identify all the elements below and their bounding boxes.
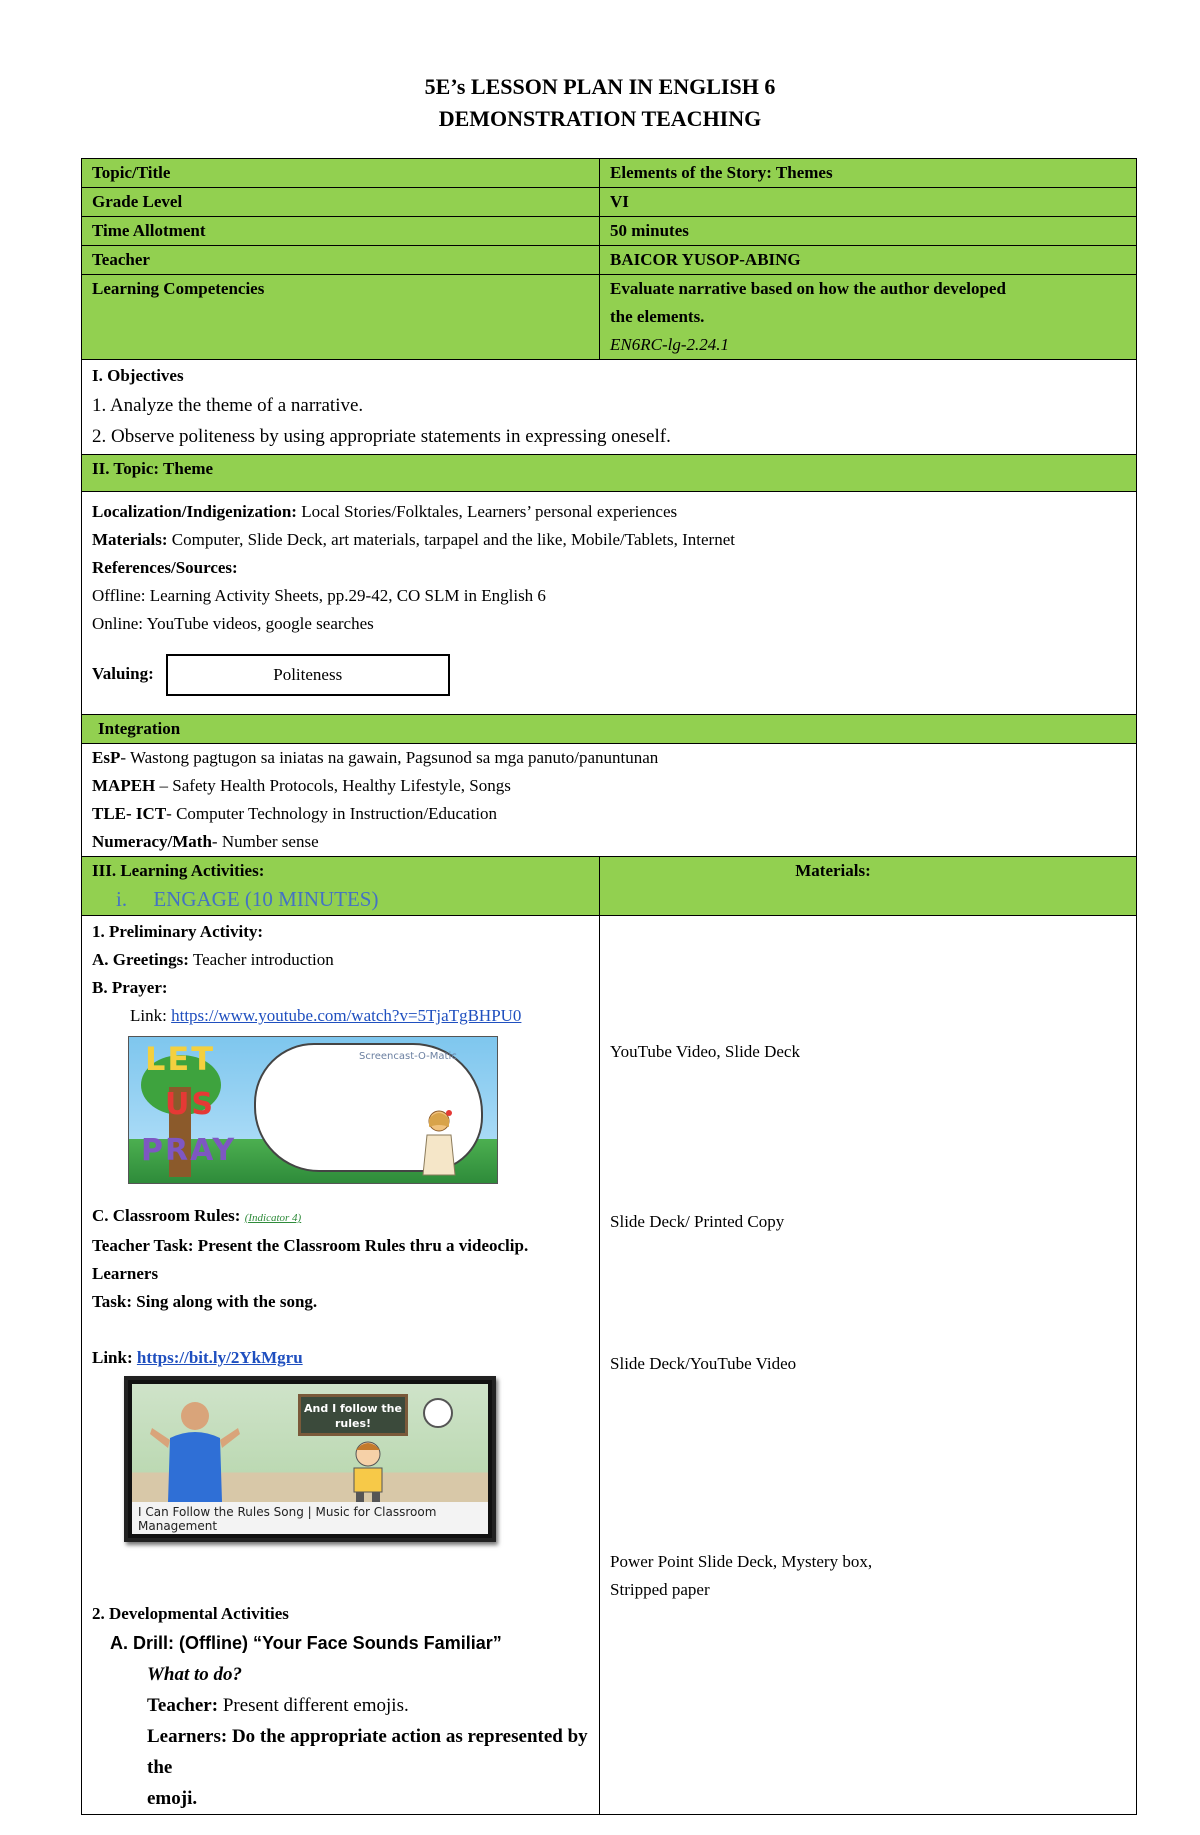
resources-row	[82, 492, 1137, 715]
references-online: Online: YouTube videos, google searches	[92, 614, 374, 633]
prayer-word-let: LET	[145, 1040, 216, 1078]
teacher-value: Present different emojis.	[218, 1695, 409, 1716]
material-line: Power Point Slide Deck, Mystery box,	[610, 1552, 873, 1571]
objectives-heading: I. Objectives	[92, 366, 184, 385]
preliminary-heading: 1. Preliminary Activity:	[92, 922, 264, 941]
rules-video-thumbnail[interactable]	[124, 1376, 496, 1542]
integration-label: TLE- ICT	[92, 804, 167, 823]
integration-label: MAPEH	[92, 776, 156, 795]
material-item	[610, 1548, 872, 1604]
clock-icon	[423, 1398, 453, 1428]
references-label: References/Sources:	[92, 558, 238, 577]
rules-link-line	[92, 1344, 589, 1372]
info-row-grade	[82, 188, 1137, 217]
integration-value: - Number sense	[211, 832, 319, 851]
info-value: 50 minutes	[600, 217, 1137, 246]
rules-label: C. Classroom Rules:	[92, 1206, 245, 1225]
material-item: YouTube Video, Slide Deck	[610, 1042, 800, 1061]
learners-instruction: Learners: Do the appropriate action as represented by the	[147, 1726, 588, 1778]
integration-value: - Computer Technology in Instruction/Education	[166, 804, 498, 823]
prayer-link-label: Link:	[130, 1006, 172, 1025]
activities-row	[82, 916, 1137, 1815]
engage-heading	[92, 885, 589, 913]
chalkboard: And I follow the rules!	[298, 1394, 408, 1436]
info-row-time	[82, 217, 1137, 246]
praying-girl-icon	[419, 1107, 459, 1177]
integration-item	[92, 772, 1126, 800]
integration-value: - Wastong pagtugon sa iniatas na gawain, Pagsunod sa mga panuto/panuntunan	[120, 748, 659, 767]
greetings-value: Teacher introduction	[188, 950, 334, 969]
prayer-image	[128, 1036, 498, 1184]
objectives-row	[82, 360, 1137, 455]
info-row-topic	[82, 159, 1137, 188]
rules-line	[92, 1202, 589, 1232]
developmental-heading: 2. Developmental Activities	[92, 1604, 289, 1623]
references-offline: Offline: Learning Activity Sheets, pp.29-42, CO SLM in English 6	[92, 586, 546, 605]
integration-label: EsP	[92, 748, 121, 767]
activities-heading-row	[82, 857, 1137, 916]
prayer-link-line	[92, 1002, 589, 1030]
materials-label: Materials:	[92, 530, 168, 549]
engage-number: i.	[116, 887, 128, 911]
document-subtitle: DEMONSTRATION TEACHING	[438, 106, 762, 131]
competency-line: Evaluate narrative based on how the author developed	[610, 279, 1006, 298]
integration-row	[82, 744, 1137, 857]
material-item: Slide Deck/YouTube Video	[610, 1354, 797, 1373]
integration-item	[92, 828, 1126, 856]
materials-value: Computer, Slide Deck, art materials, tarpapel and the like, Mobile/Tablets, Internet	[167, 530, 735, 549]
competency-line: the elements.	[610, 307, 705, 326]
prayer-word-us: US	[165, 1087, 215, 1122]
rules-link[interactable]: https://bit.ly/2YkMgru	[136, 1348, 303, 1367]
info-label: Teacher	[82, 246, 600, 275]
info-row-competency	[82, 275, 1137, 360]
info-value: BAICOR YUSOP-ABING	[600, 246, 1137, 275]
info-row-teacher	[82, 246, 1137, 275]
valuing-line	[92, 654, 1126, 696]
teacher-figure-icon	[150, 1398, 240, 1502]
info-value: VI	[600, 188, 1137, 217]
materials-line	[92, 526, 1126, 554]
objective-item: 2. Observe politeness by using appropriate statements in expressing oneself.	[92, 426, 671, 447]
material-item: Slide Deck/ Printed Copy	[610, 1212, 785, 1231]
materials-heading: Materials:	[600, 857, 1137, 916]
teacher-instruction	[147, 1690, 589, 1721]
info-label: Learning Competencies	[82, 275, 600, 360]
document-title: 5E’s LESSON PLAN IN ENGLISH 6	[424, 74, 776, 99]
info-label: Time Allotment	[82, 217, 600, 246]
topic-row	[82, 455, 1137, 492]
learner-task: Task: Sing along with the song.	[92, 1292, 318, 1311]
drill-heading: A. Drill: (Offline) “Your Face Sounds Familiar”	[110, 1633, 502, 1653]
cartoon-kid-icon	[338, 1438, 398, 1502]
localization-label: Localization/Indigenization:	[92, 502, 297, 521]
prayer-word-pray: PRAY	[141, 1133, 237, 1168]
competency-value	[600, 275, 1137, 360]
localization-value: Local Stories/Folktales, Learners’ personal experiences	[296, 502, 678, 521]
greetings-line	[92, 946, 589, 974]
activities-cell	[82, 916, 600, 1815]
localization-line	[92, 498, 1126, 526]
rules-link-label: Link:	[92, 1348, 137, 1367]
teacher-task: Teacher Task: Present the Classroom Rules thru a videoclip. Learners	[92, 1236, 529, 1283]
prayer-label: B. Prayer:	[92, 978, 168, 997]
activities-heading: III. Learning Activities:	[92, 861, 265, 880]
valuing-label: Valuing:	[92, 663, 154, 683]
integration-value: – Safety Health Protocols, Healthy Lifestyle, Songs	[155, 776, 511, 795]
integration-item	[92, 800, 1126, 828]
info-value: Elements of the Story: Themes	[600, 159, 1137, 188]
engage-label: ENGAGE (10 MINUTES)	[153, 887, 379, 911]
lesson-plan-table	[81, 158, 1137, 1815]
prayer-link[interactable]: https://www.youtube.com/watch?v=5TjaTgBHPU0	[171, 1006, 522, 1025]
integration-heading: Integration	[82, 715, 1137, 744]
objective-item: 1. Analyze the theme of a narrative.	[92, 395, 364, 416]
integration-item	[92, 744, 1126, 772]
teacher-label: Teacher:	[147, 1695, 219, 1716]
info-label: Grade Level	[82, 188, 600, 217]
material-line: Stripped paper	[610, 1580, 710, 1599]
topic-heading: II. Topic: Theme	[82, 455, 1137, 492]
integration-heading-row	[82, 715, 1137, 744]
integration-label: Numeracy/Math	[92, 832, 212, 851]
image-watermark: Screencast-O-Matic	[359, 1051, 457, 1062]
materials-cell	[600, 916, 1137, 1815]
video-caption: I Can Follow the Rules Song | Music for Classroom Management	[132, 1502, 488, 1534]
competency-code: EN6RC-lg-2.24.1	[610, 335, 730, 354]
greetings-label: A. Greetings:	[92, 950, 189, 969]
drill-details	[92, 1659, 589, 1814]
learners-instruction-cont: emoji.	[147, 1788, 198, 1809]
what-to-do: What to do?	[147, 1664, 243, 1685]
info-label: Topic/Title	[82, 159, 600, 188]
rules-indicator: (Indicator 4)	[244, 1212, 302, 1224]
valuing-box: Politeness	[166, 654, 450, 696]
